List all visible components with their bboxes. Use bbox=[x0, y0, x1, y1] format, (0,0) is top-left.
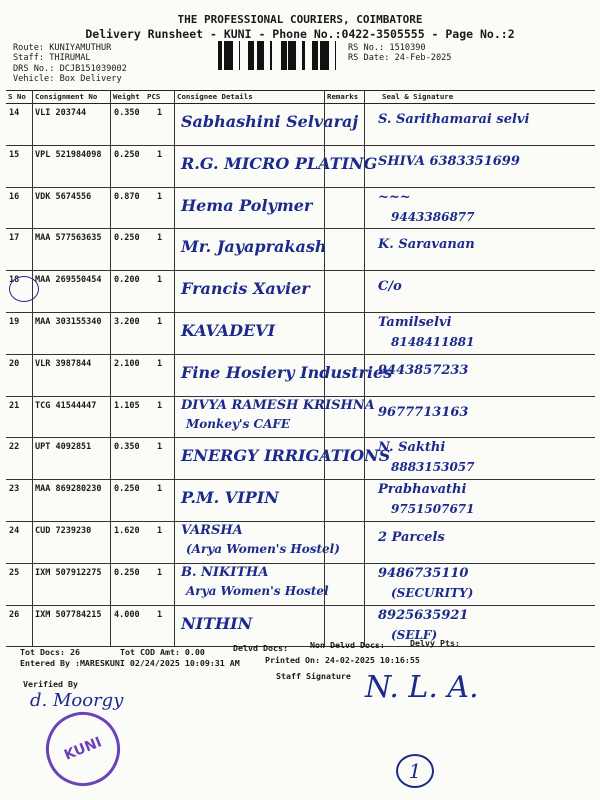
barcode-bar bbox=[335, 41, 336, 70]
table-row bbox=[6, 313, 595, 355]
cell-consignee: VARSHA bbox=[181, 522, 243, 538]
barcode-bar bbox=[290, 41, 293, 70]
cell-consignment-no: VLI 203744 bbox=[35, 108, 87, 118]
cell-pcs: 1 bbox=[157, 108, 163, 118]
cell-consignee-line2: Arya Women's Hostel bbox=[186, 583, 329, 598]
barcode-bar bbox=[312, 41, 314, 70]
barcode-bar bbox=[294, 41, 296, 70]
vehicle-label: Vehicle: Box Delivery bbox=[13, 74, 122, 85]
staff-signature-label: Staff Signature bbox=[276, 671, 351, 681]
cell-signature-line2: 9751507671 bbox=[391, 502, 475, 517]
verifier-signature: d. Moorgy bbox=[30, 690, 124, 711]
cell-consignment-no: VLR 3987844 bbox=[35, 358, 92, 369]
cell-sno: 20 bbox=[9, 358, 20, 369]
cell-weight: 0.350 bbox=[114, 108, 140, 118]
cell-consignment-no: TCG 41544447 bbox=[35, 400, 97, 411]
cell-pcs: 1 bbox=[157, 149, 163, 160]
barcode-bar bbox=[326, 41, 329, 70]
cell-signature-line2: 9443386877 bbox=[391, 209, 475, 224]
barcode-bar bbox=[320, 41, 323, 70]
cell-sno: 18 bbox=[9, 275, 20, 286]
tot-cod-amount: Tot COD Amt: 0.00 bbox=[120, 647, 205, 657]
cell-weight: 0.250 bbox=[114, 149, 140, 160]
barcode-bar bbox=[227, 41, 228, 70]
cell-weight: 4.000 bbox=[114, 609, 140, 620]
header-consignment: Consignment No bbox=[35, 92, 98, 101]
entered-by: Entered By :MARESKUNI 02/24/2025 10:09:31 AM bbox=[20, 658, 240, 668]
cell-signature: S. Sarithamarai selvi bbox=[378, 112, 530, 127]
route-label: Route: KUNIYAMUTHUR bbox=[13, 43, 112, 53]
barcode-bar bbox=[288, 41, 290, 70]
cell-weight: 0.350 bbox=[114, 442, 140, 453]
cell-signature: 9486735110 bbox=[378, 565, 469, 581]
table-header bbox=[6, 90, 595, 104]
header-signature: Seal & Signature bbox=[382, 92, 454, 101]
runsheet-table bbox=[6, 90, 595, 647]
barcode-bar bbox=[314, 41, 317, 70]
cell-weight: 1.620 bbox=[114, 525, 140, 536]
tot-docs: Tot Docs: 26 bbox=[20, 647, 80, 657]
cell-signature: 9443857233 bbox=[378, 362, 469, 378]
table-row bbox=[6, 438, 595, 480]
cell-sno: 17 bbox=[9, 233, 20, 244]
staff-signature: N. L. A. bbox=[365, 670, 479, 705]
cell-sno: 14 bbox=[9, 108, 20, 118]
cell-pcs: 1 bbox=[157, 400, 163, 411]
cell-signature: SHIVA 6383351699 bbox=[378, 153, 520, 169]
cell-signature: K. Saravanan bbox=[378, 237, 475, 253]
table-row bbox=[6, 564, 595, 606]
header-pcs: PCS bbox=[147, 92, 161, 101]
cell-consignment-no: IXM 507784215 bbox=[35, 609, 102, 620]
cell-sno: 22 bbox=[9, 442, 20, 453]
barcode-bar bbox=[282, 41, 284, 70]
cell-consignment-no: UPT 4092851 bbox=[35, 442, 92, 453]
verified-by-label: Verified By bbox=[23, 679, 78, 689]
barcode-bar bbox=[281, 41, 282, 70]
cell-consignment-no: CUD 7239230 bbox=[35, 525, 92, 536]
barcode-bar bbox=[218, 41, 221, 70]
col-divider bbox=[174, 90, 175, 647]
row-circle-mark bbox=[9, 276, 39, 302]
cell-sno: 24 bbox=[9, 525, 20, 536]
page-mark: 1 bbox=[396, 754, 434, 788]
runsheet-meta-right bbox=[348, 43, 451, 64]
cell-sno: 26 bbox=[9, 609, 20, 620]
cell-consignee: DIVYA RAMESH KRISHNA bbox=[181, 397, 375, 413]
barcode-bar bbox=[221, 41, 222, 70]
barcode-bar bbox=[324, 41, 326, 70]
cell-sno: 21 bbox=[9, 400, 20, 411]
cell-consignment-no: MAA 303155340 bbox=[35, 316, 102, 327]
table-body bbox=[6, 104, 595, 647]
cell-signature: 8925635921 bbox=[378, 607, 469, 623]
cell-pcs: 1 bbox=[157, 275, 163, 286]
barcode bbox=[218, 41, 336, 70]
barcode-bar bbox=[293, 41, 294, 70]
cell-sno: 25 bbox=[9, 567, 20, 578]
runsheet-meta-left bbox=[13, 43, 127, 85]
table-row bbox=[6, 188, 595, 230]
cell-consignee: KAVADEVI bbox=[181, 320, 276, 340]
barcode-bar bbox=[302, 41, 305, 70]
cell-consignment-no: VPL 521984098 bbox=[35, 149, 102, 160]
rs-date: RS Date: 24-Feb-2025 bbox=[348, 53, 452, 64]
cell-consignee-line2: (Arya Women's Hostel) bbox=[186, 541, 340, 556]
cell-consignee: ENERGY IRRIGATIONS bbox=[181, 446, 391, 466]
delvy-pts: Delvy Pts: bbox=[410, 638, 460, 648]
cell-consignment-no: MAA 577563635 bbox=[35, 233, 102, 244]
cell-pcs: 1 bbox=[157, 567, 163, 578]
cell-pcs: 1 bbox=[157, 358, 163, 369]
table-row bbox=[6, 606, 595, 648]
barcode-bar bbox=[228, 41, 230, 70]
cell-signature: Prabhavathi bbox=[378, 482, 467, 498]
barcode-bar bbox=[257, 41, 258, 70]
cell-weight: 0.200 bbox=[114, 275, 140, 286]
table-row bbox=[6, 522, 595, 564]
cell-signature: 2 Parcels bbox=[378, 529, 445, 545]
barcode-bar bbox=[230, 41, 233, 70]
barcode-bar bbox=[284, 41, 287, 70]
cell-sno: 15 bbox=[9, 149, 20, 160]
cell-pcs: 1 bbox=[157, 525, 163, 536]
col-divider bbox=[110, 90, 111, 647]
cell-weight: 1.105 bbox=[114, 400, 140, 411]
cell-consignee: Fine Hosiery Industries bbox=[181, 362, 393, 382]
cell-consignee: R.G. MICRO PLATING bbox=[181, 153, 378, 173]
table-row bbox=[6, 397, 595, 439]
barcode-bar bbox=[239, 41, 240, 70]
cell-consignment-no: VDK 5674556 bbox=[35, 191, 92, 202]
cell-signature-line2: 8148411881 bbox=[391, 334, 475, 349]
cell-weight: 0.250 bbox=[114, 484, 140, 495]
cell-signature: Tamilselvi bbox=[378, 314, 452, 330]
cell-signature-line2: 8883153057 bbox=[391, 460, 475, 475]
cell-sno: 23 bbox=[9, 484, 20, 495]
header-consignee: Consignee Details bbox=[177, 92, 253, 101]
table-row bbox=[6, 480, 595, 522]
cell-pcs: 1 bbox=[157, 233, 163, 244]
barcode-bar bbox=[263, 41, 264, 70]
kuni-stamp: KUNI bbox=[35, 701, 131, 797]
cell-consignee: NITHIN bbox=[181, 613, 253, 633]
col-divider bbox=[364, 90, 365, 647]
barcode-bar bbox=[260, 41, 263, 70]
cell-signature-line2: (SELF) bbox=[391, 627, 438, 642]
cell-pcs: 1 bbox=[157, 191, 163, 202]
cell-consignee: Hema Polymer bbox=[181, 195, 313, 215]
cell-weight: 0.870 bbox=[114, 191, 140, 202]
table-row bbox=[6, 271, 595, 313]
cell-consignee: P.M. VIPIN bbox=[181, 488, 279, 508]
barcode-bar bbox=[251, 41, 252, 70]
col-divider bbox=[324, 90, 325, 647]
cell-signature: N. Sakthi bbox=[378, 440, 446, 456]
cell-pcs: 1 bbox=[157, 484, 163, 495]
cell-signature-line2: (SECURITY) bbox=[391, 585, 474, 600]
header-weight: Weight bbox=[113, 92, 140, 101]
cell-consignee-line2: Monkey's CAFE bbox=[186, 416, 291, 431]
company-title: THE PROFESSIONAL COURIERS, COIMBATORE bbox=[177, 13, 423, 26]
printed-on: Printed On: 24-02-2025 10:16:55 bbox=[265, 655, 420, 665]
delvd-docs: Delvd Docs: bbox=[233, 643, 288, 653]
barcode-bar bbox=[323, 41, 324, 70]
drs-number: DRS No.: DCJB151039002 bbox=[13, 63, 127, 74]
cell-pcs: 1 bbox=[157, 316, 163, 327]
cell-consignment-no: IXM 507912275 bbox=[35, 567, 102, 578]
non-delvd-docs: Non Delvd Docs: bbox=[310, 640, 385, 650]
barcode-bar bbox=[317, 41, 318, 70]
cell-consignee: Mr. Jayaprakash bbox=[181, 237, 327, 257]
cell-sno: 16 bbox=[9, 191, 20, 202]
cell-weight: 3.200 bbox=[114, 316, 140, 327]
cell-signature: ~~~ bbox=[378, 189, 411, 205]
staff-label: Staff: THIRUMAL bbox=[13, 53, 91, 64]
cell-weight: 0.250 bbox=[114, 233, 140, 244]
cell-sno: 19 bbox=[9, 316, 20, 327]
cell-consignee: Francis Xavier bbox=[181, 279, 310, 299]
cell-pcs: 1 bbox=[157, 609, 163, 620]
runsheet-title: Delivery Runsheet - KUNI - Phone No.:0422-3505555 - Page No.:2 bbox=[85, 27, 515, 41]
cell-pcs: 1 bbox=[157, 442, 163, 453]
barcode-bar bbox=[252, 41, 254, 70]
barcode-bar bbox=[248, 41, 251, 70]
cell-signature: 9677713163 bbox=[378, 404, 469, 420]
table-row bbox=[6, 146, 595, 188]
col-divider bbox=[32, 90, 33, 647]
rs-number: RS No.: 1510390 bbox=[348, 43, 426, 53]
table-row bbox=[6, 355, 595, 397]
cell-consignment-no: MAA 269550454 bbox=[35, 275, 102, 286]
barcode-bar bbox=[224, 41, 227, 70]
cell-consignee: Sabhashini Selvaraj bbox=[181, 112, 359, 131]
barcode-bar bbox=[258, 41, 260, 70]
table-row bbox=[6, 104, 595, 146]
cell-consignee: B. NIKITHA bbox=[181, 564, 269, 580]
header-sno: S No bbox=[8, 92, 26, 101]
cell-consignment-no: MAA 869280230 bbox=[35, 484, 102, 495]
cell-signature: C/o bbox=[378, 279, 402, 295]
barcode-bar bbox=[270, 41, 272, 70]
cell-weight: 2.100 bbox=[114, 358, 140, 369]
cell-weight: 0.250 bbox=[114, 567, 140, 578]
header-remarks: Remarks bbox=[327, 92, 359, 101]
table-row bbox=[6, 229, 595, 271]
